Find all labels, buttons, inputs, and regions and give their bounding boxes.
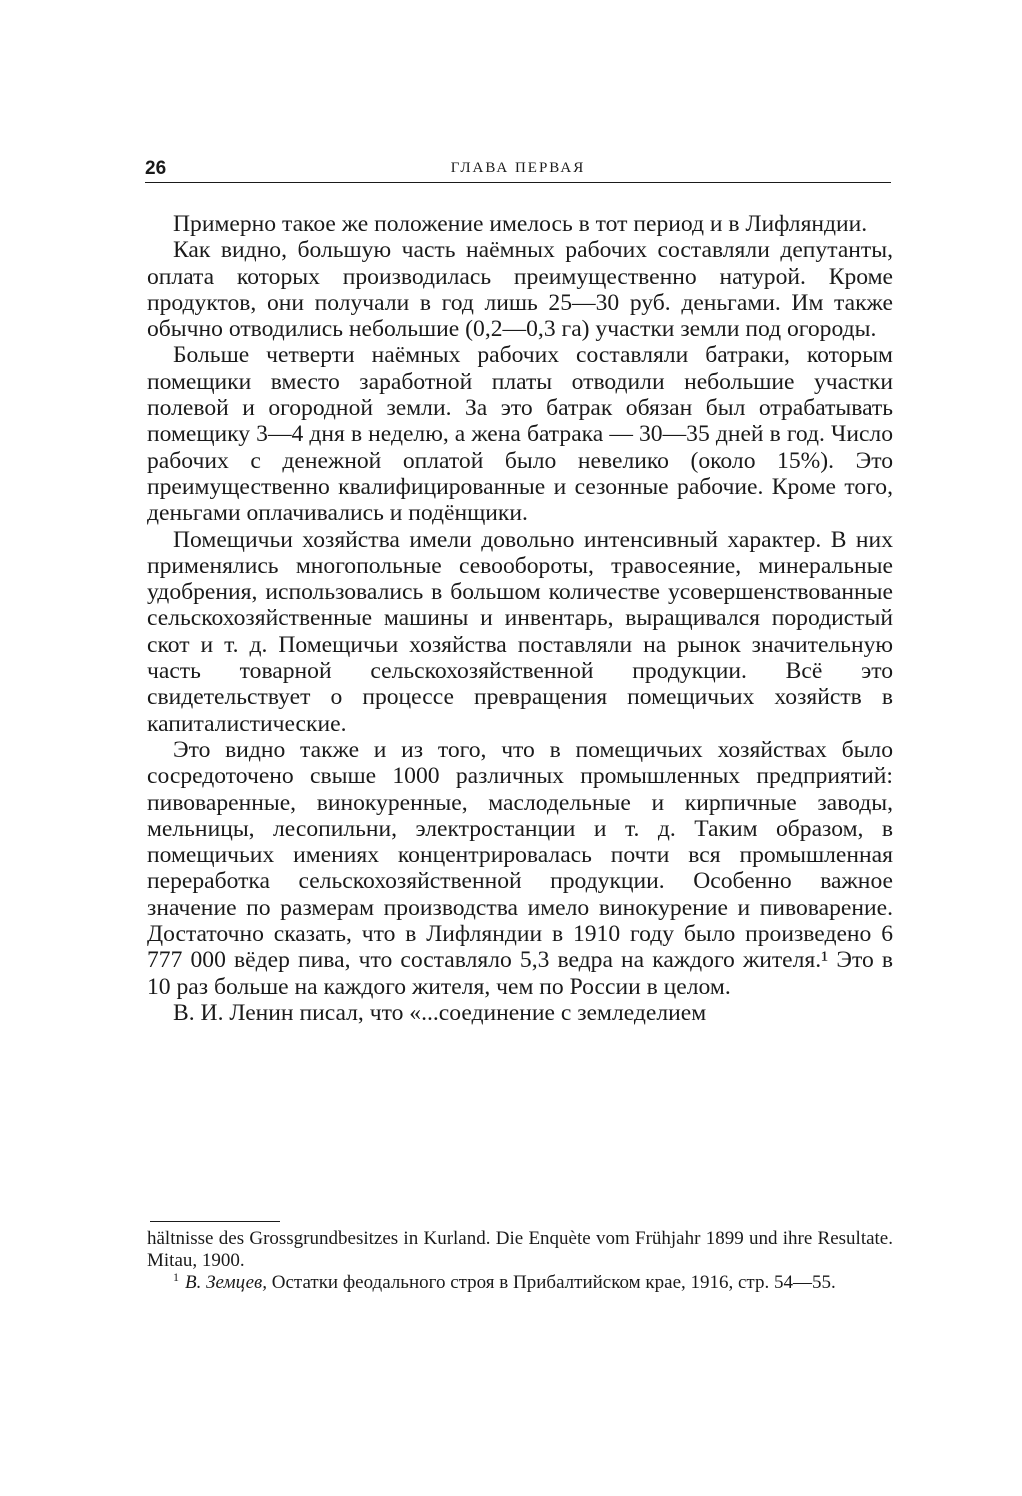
footnote-text: Остатки феодального строя в Прибалтийском крае, 1916, стр. 54—55. [267, 1272, 836, 1293]
page-number: 26 [145, 158, 167, 179]
paragraph: Больше четверти наёмных рабочих составляли батраки, которым помещики вместо заработной платы отводили небольшие участки полевой и огородной земли. За это батрак обязан был отрабатывать помещику 3—4 дня в неделю, а жена батрака — 30—35 дней в год. Число рабочих с денежной оплатой было невелико (около 15%). Это преимущественно квалифицированные и сезонные рабочие. Кроме того, деньгами оплачивались и подёнщики. [147, 342, 893, 527]
page-header [145, 158, 891, 184]
footnote-marker: 1 [173, 1269, 179, 1284]
chapter-title: ГЛАВА ПЕРВАЯ [450, 160, 586, 176]
footnotes [147, 1228, 893, 1294]
footnote-continuation: hältnisse des Grossgrundbesitzes in Kurland. Die Enquète vom Frühjahr 1899 und ihre Resultate. Mitau, 1900. [147, 1228, 893, 1271]
footnote-1 [147, 1269, 893, 1294]
paragraph: Это видно также и из того, что в помещичьих хозяйствах было сосредоточено свыше 1000 различных промышленных предприятий: пивоваренные, винокуренные, маслодельные и кирпичные заводы, мельницы, лесопильни, электростанции и т. д. Таким образом, в помещичьих имениях концентрировалась почти вся промышленная переработка сельскохозяйственной продукции. Особенно важное значение по размерам производства имело винокурение и пивоварение. Достаточно сказать, что в Лифляндии в 1910 году было произведено 6 777 000 вёдер пива, что составляло 5,3 ведра на каждого жителя.¹ Это в 10 раз больше на каждого жителя, чем по России в целом. [147, 736, 893, 1000]
body-text [147, 211, 893, 1026]
paragraph: Как видно, большую часть наёмных рабочих составляли депутанты, оплата которых производилась преимущественно натурой. Кроме продуктов, они получали в год лишь 25—30 руб. деньгами. Им также обычно отводились небольшие (0,2—0,3 га) участки земли под огороды. [147, 237, 893, 343]
footnote-author: В. Земцев, [185, 1272, 268, 1293]
paragraph: Примерно такое же положение имелось в тот период и в Лифляндии. [173, 211, 868, 237]
paragraph: В. И. Ленин писал, что «...соединение с земледелием [173, 999, 707, 1026]
header-rule [145, 182, 891, 183]
footnote-rule [150, 1221, 280, 1222]
paragraph: Помещичьи хозяйства имели довольно интенсивный характер. В них применялись многопольные севообороты, травосеяние, минеральные удобрения, использовались в большом количестве усовершенствованные сельскохозяйственные машины и инвентарь, выращивался породистый скот и т. д. Помещичьи хозяйства поставляли на рынок значительную часть товарной сельскохозяйственной продукции. Всё это свидетельствует о процессе превращения помещичьих хозяйств в капиталистические. [147, 526, 893, 737]
